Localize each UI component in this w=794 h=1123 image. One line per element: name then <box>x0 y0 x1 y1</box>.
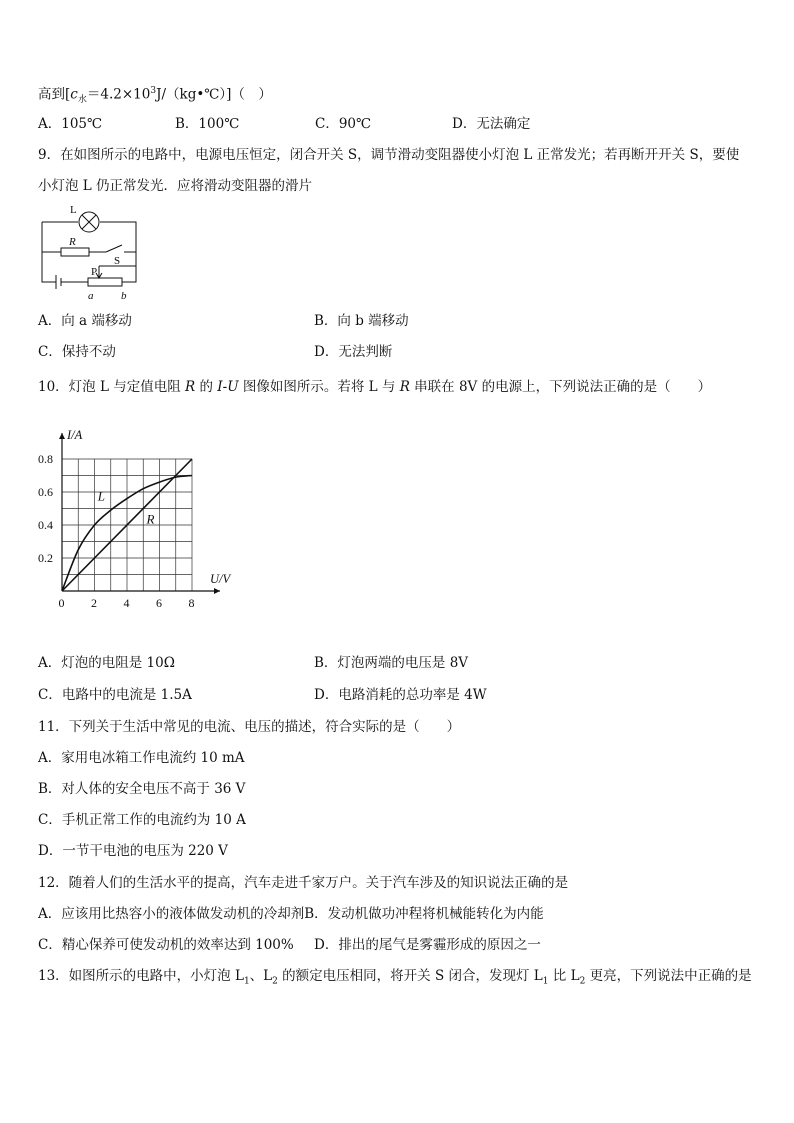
q11-option-a[interactable]: A．家用电冰箱工作电流约 10 mA <box>38 750 245 766</box>
resistor-label: R <box>69 236 76 248</box>
q10-iu-symbol: I-U <box>217 379 239 395</box>
q9-option-b[interactable]: B．向 b 端移动 <box>314 313 409 329</box>
slider-label: P <box>91 266 98 278</box>
end-a-label: a <box>88 290 94 302</box>
q10-r-symbol-2: R <box>399 379 410 395</box>
q10-r-symbol: R <box>185 379 196 395</box>
q11-option-c[interactable]: C．手机正常工作的电流约为 10 A <box>38 812 246 828</box>
q9-option-d[interactable]: D．无法判断 <box>314 344 393 360</box>
resistor-symbol <box>61 248 89 256</box>
q13-part5: 更亮，下列说法中正确的是 <box>585 968 752 984</box>
q9-stem-line2: 小灯泡 L 仍正常发光．应将滑动变阻器的滑片 <box>38 178 313 194</box>
y-tick-label: 0.4 <box>38 518 53 532</box>
x-tick-label: 8 <box>188 596 195 610</box>
q11-option-d[interactable]: D．一节干电池的电压为 220 V <box>38 843 228 859</box>
q8-value: ＝4.2×10 <box>86 86 151 103</box>
q10-option-d[interactable]: D．电路消耗的总功率是 4W <box>314 687 487 703</box>
q10-text-b: 的 <box>195 379 218 395</box>
q13-sub3: 1 <box>542 976 549 987</box>
q11-option-b[interactable]: B．对人体的安全电压不高于 36 V <box>38 781 246 797</box>
q8-option-d[interactable]: D．无法确定 <box>452 116 531 132</box>
lamp-label: L <box>70 204 77 216</box>
q13-sub4: 2 <box>579 976 586 987</box>
q10-option-b[interactable]: B．灯泡两端的电压是 8V <box>314 655 469 671</box>
q9-stem-line1: 9．在如图所示的电路中，电源电压恒定，闭合开关 S，调节滑动变阻器使小灯泡 L 正常发光；若再断开开关 S，要使 <box>38 147 740 163</box>
series-L-label: L <box>97 488 105 504</box>
x-axis-label: U/V <box>210 572 231 586</box>
x-tick-label: 0 <box>58 596 65 610</box>
q8-exponent: 3 <box>150 86 157 96</box>
q11-stem: 11．下列关于生活中常见的电流、电压的描述，符合实际的是（ ） <box>38 719 461 735</box>
q10-stem <box>38 378 711 396</box>
series-R-label: R <box>146 511 155 527</box>
q8-option-c[interactable]: C．90℃ <box>315 116 372 132</box>
q12-option-a[interactable]: A．应该用比热容小的液体做发动机的冷却剂 <box>38 906 305 922</box>
q13-sub1: 1 <box>243 976 250 987</box>
y-axis-arrow <box>59 433 65 439</box>
q9-option-c[interactable]: C．保持不动 <box>38 344 116 360</box>
q13-stem <box>38 967 752 991</box>
q13-sub2: 2 <box>272 976 278 987</box>
q8-unit: J/（kg•℃）]（ ） <box>156 86 272 103</box>
battery-symbol <box>56 275 61 289</box>
q8-tail-prefix: 高到[ <box>38 86 71 103</box>
q12-option-b[interactable]: B．发动机做功冲程将机械能转化为内能 <box>304 906 544 922</box>
switch-label: S <box>114 255 121 267</box>
x-tick-label: 4 <box>123 596 130 610</box>
q9-circuit-figure <box>34 200 144 305</box>
q13-part2: 、L <box>249 968 273 984</box>
q10-text-a: 10．灯泡 L 与定值电阻 <box>38 379 186 395</box>
y-axis-label: I/A <box>67 428 83 442</box>
q12-option-d[interactable]: D．排出的尾气是雾霾形成的原因之一 <box>314 937 541 953</box>
q13-part4: 比 L <box>548 968 580 984</box>
q12-stem: 12．随着人们的生活水平的提高，汽车走进千家万户。关于汽车涉及的知识说法正确的是 <box>38 875 569 891</box>
q10-text-d: 串联在 8V 的电源上，下列说法正确的是（ ） <box>409 379 712 395</box>
end-b-label: b <box>121 290 127 302</box>
q10-text-c: 图像如图所示。若将 L 与 <box>238 379 400 395</box>
x-tick-label: 2 <box>91 596 97 610</box>
q10-option-c[interactable]: C．电路中的电流是 1.5A <box>38 687 192 703</box>
y-tick-label: 0.8 <box>38 452 53 466</box>
q12-options-row1 <box>38 905 544 923</box>
x-axis-arrow <box>214 588 220 594</box>
x-tick-label: 6 <box>156 596 162 610</box>
q10-option-a[interactable]: A．灯泡的电阻是 10Ω <box>38 655 175 671</box>
y-tick-label: 0.2 <box>38 551 53 565</box>
rheostat-symbol <box>88 278 122 286</box>
c-symbol: c <box>70 86 78 103</box>
q12-option-c[interactable]: C．精心保养可使发动机的效率达到 100% <box>38 937 294 953</box>
q8-option-a[interactable]: A．105℃ <box>38 116 103 132</box>
y-tick-label: 0.6 <box>38 485 53 499</box>
q8-tail-line <box>38 82 272 109</box>
iu-chart <box>30 408 260 616</box>
q8-option-b[interactable]: B．100℃ <box>175 116 240 132</box>
q9-option-a[interactable]: A．向 a 端移动 <box>38 313 132 329</box>
c-subscript: 水 <box>77 95 87 106</box>
switch-symbol <box>106 245 122 252</box>
q13-part3: 的额定电压相同，将开关 S 闭合，发现灯 L <box>277 968 543 984</box>
q13-part1: 13．如图所示的电路中，小灯泡 L <box>38 968 244 984</box>
